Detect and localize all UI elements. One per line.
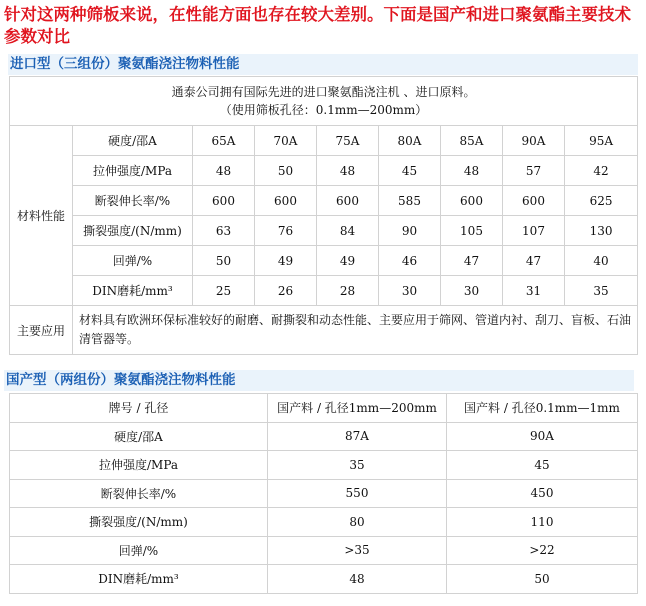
domestic-properties-table: [9, 393, 638, 594]
cell: 40: [565, 246, 638, 276]
table-row: [10, 508, 638, 537]
row-label: 断裂伸长率/%: [73, 186, 193, 216]
cell: 600: [441, 186, 503, 216]
cell: 105: [441, 216, 503, 246]
table-row: [10, 246, 638, 276]
row-label: 撕裂强度/(N/mm): [73, 216, 193, 246]
notice-row: [10, 77, 638, 126]
cell: 45: [447, 451, 638, 480]
notice-line-2: （使用筛板孔径：0.1mm—200mm）: [219, 103, 428, 117]
row-label: 断裂伸长率/%: [10, 479, 268, 508]
cell: 30: [379, 276, 441, 306]
cell: 600: [193, 186, 255, 216]
cell: 26: [255, 276, 317, 306]
cell: 30: [441, 276, 503, 306]
cell: 57: [503, 156, 565, 186]
row-label: 硬度/邵A: [10, 422, 268, 451]
cell: 48: [441, 156, 503, 186]
cell: 28: [317, 276, 379, 306]
cell: 50: [255, 156, 317, 186]
cell: 48: [317, 156, 379, 186]
cell: 48: [193, 156, 255, 186]
row-label: 回弹/%: [73, 246, 193, 276]
row-label: 撕裂强度/(N/mm): [10, 508, 268, 537]
cell: 31: [503, 276, 565, 306]
cell: 35: [268, 451, 447, 480]
usage-row: [10, 306, 638, 355]
cell: 90A: [447, 422, 638, 451]
imported-properties-table: [9, 76, 638, 355]
cell: 46: [379, 246, 441, 276]
table-row: [10, 276, 638, 306]
table-row: [10, 565, 638, 594]
table-row: [10, 422, 638, 451]
row-label: DIN磨耗/mm³: [10, 565, 268, 594]
cell: >22: [447, 536, 638, 565]
header-row: [10, 394, 638, 423]
table-row: [10, 126, 638, 156]
cell: 63: [193, 216, 255, 246]
cell: 25: [193, 276, 255, 306]
cell: 76: [255, 216, 317, 246]
usage-text: 材料具有欧洲环保标准较好的耐磨、耐撕裂和动态性能、主要应用于筛网、管道内衬、刮刀、盲板、石油清管器等。: [73, 306, 638, 355]
row-label: DIN磨耗/mm³: [73, 276, 193, 306]
table-row: [10, 536, 638, 565]
cell: 70A: [255, 126, 317, 156]
cell: 48: [268, 565, 447, 594]
cell: 600: [317, 186, 379, 216]
cell: 450: [447, 479, 638, 508]
cell: 42: [565, 156, 638, 186]
cell: 600: [503, 186, 565, 216]
cell: 47: [503, 246, 565, 276]
cell: 50: [193, 246, 255, 276]
cell: 550: [268, 479, 447, 508]
cell: 50: [447, 565, 638, 594]
section-title-imported: 进口型（三组份）聚氨酯浇注物料性能: [8, 54, 638, 75]
usage-label: 主要应用: [10, 306, 73, 355]
column-header: 国产料 / 孔径0.1mm—1mm: [447, 394, 638, 423]
cell: 47: [441, 246, 503, 276]
table-row: [10, 156, 638, 186]
cell: 84: [317, 216, 379, 246]
cell: 107: [503, 216, 565, 246]
cell: 85A: [441, 126, 503, 156]
cell: 110: [447, 508, 638, 537]
cell: 95A: [565, 126, 638, 156]
row-label: 回弹/%: [10, 536, 268, 565]
cell: 90A: [503, 126, 565, 156]
cell: 49: [317, 246, 379, 276]
table-row: [10, 216, 638, 246]
group-label: 材料性能: [10, 126, 73, 306]
column-header: 牌号 / 孔径: [10, 394, 268, 423]
cell: 45: [379, 156, 441, 186]
row-label: 拉伸强度/MPa: [73, 156, 193, 186]
notice-line-1: 通泰公司拥有国际先进的进口聚氨酯浇注机 、进口原料。: [171, 85, 476, 99]
cell: 600: [255, 186, 317, 216]
cell: 35: [565, 276, 638, 306]
cell: 585: [379, 186, 441, 216]
table-row: [10, 186, 638, 216]
cell: 87A: [268, 422, 447, 451]
intro-heading: 针对这两种筛板来说，在性能方面也存在较大差别。下面是国产和进口聚氨酯主要技术参数对比: [4, 5, 631, 46]
table-row: [10, 451, 638, 480]
column-header: 国产料 / 孔径1mm—200mm: [268, 394, 447, 423]
section-title-domestic: 国产型（两组份）聚氨酯浇注物料性能: [4, 370, 634, 391]
cell: 65A: [193, 126, 255, 156]
cell: 80: [268, 508, 447, 537]
cell: 49: [255, 246, 317, 276]
cell: 90: [379, 216, 441, 246]
table-row: [10, 479, 638, 508]
cell: >35: [268, 536, 447, 565]
notice-cell: [10, 77, 638, 126]
row-label: 拉伸强度/MPa: [10, 451, 268, 480]
cell: 75A: [317, 126, 379, 156]
cell: 80A: [379, 126, 441, 156]
cell: 625: [565, 186, 638, 216]
row-label: 硬度/邵A: [73, 126, 193, 156]
cell: 130: [565, 216, 638, 246]
